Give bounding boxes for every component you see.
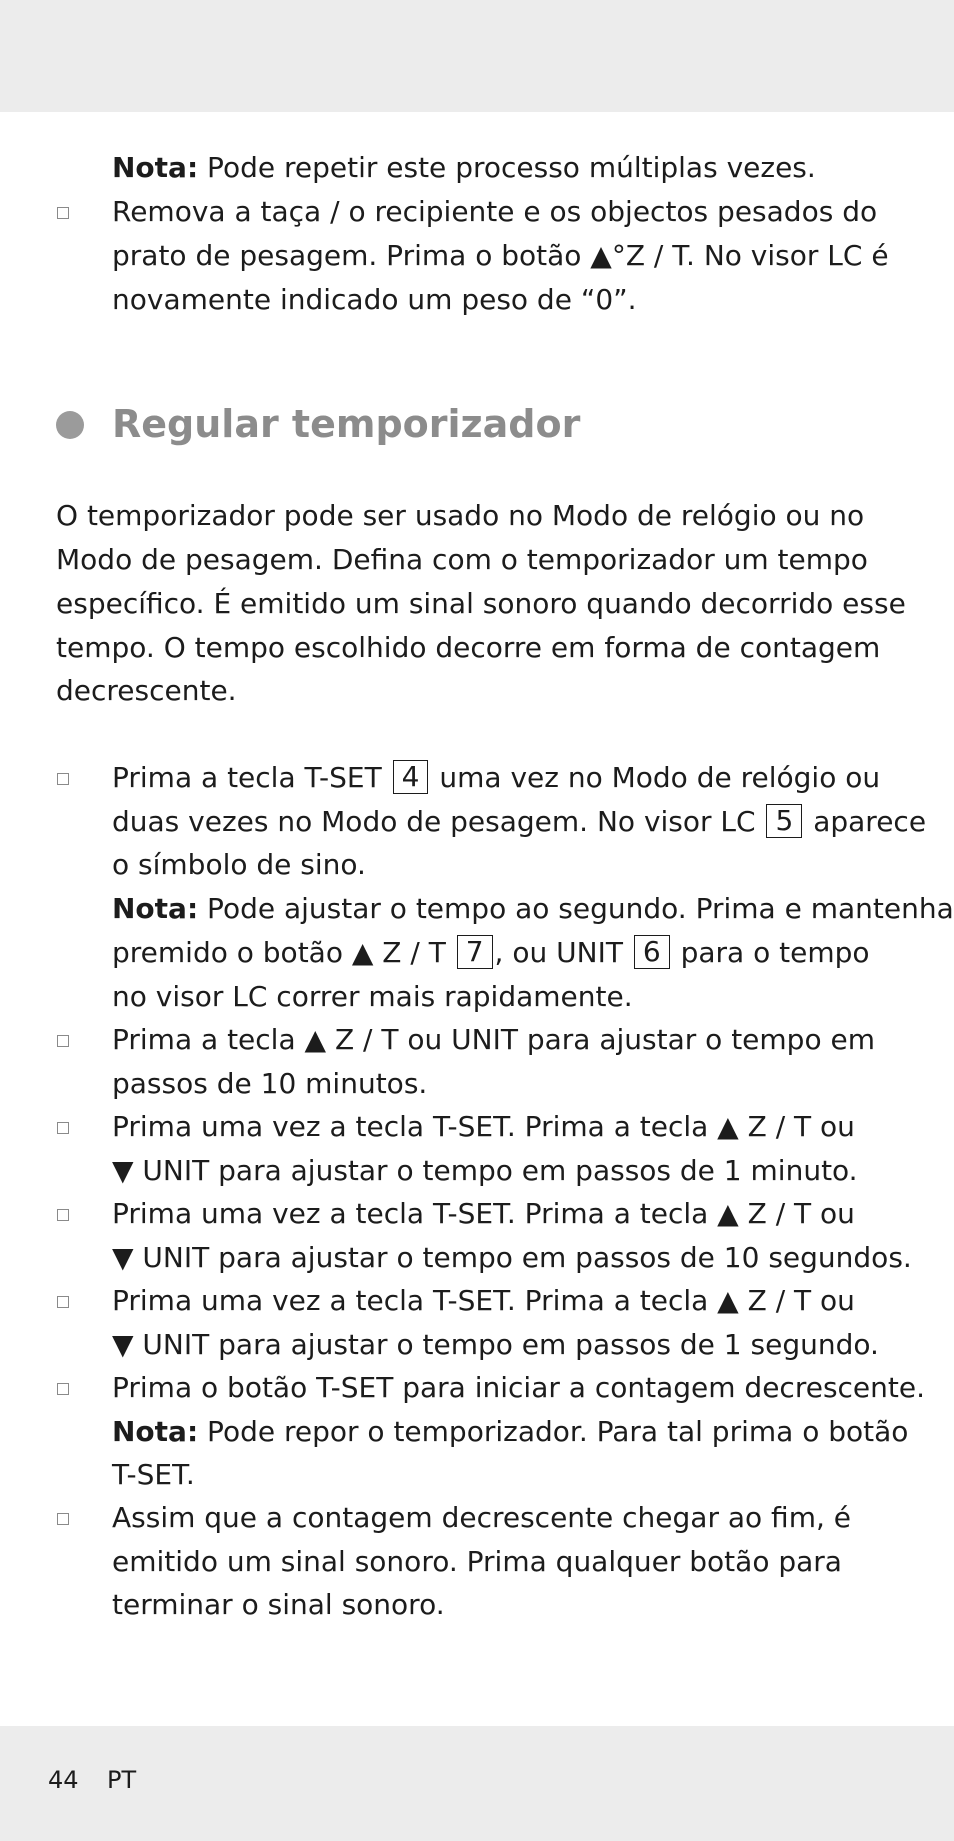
step-line: emitido um sinal sonoro. Prima qualquer botão para	[112, 1545, 842, 1578]
reference-number-box: 6	[634, 935, 670, 969]
list-item-line: prato de pesagem. Prima o botão ▲°Z / T. No visor LC é	[112, 239, 889, 272]
note-text: Pode ajustar o tempo ao segundo. Prima e mantenha	[198, 892, 954, 925]
reference-number-box: 7	[457, 935, 493, 969]
checkbox-bullet	[57, 1035, 69, 1047]
heading-bullet-icon	[56, 411, 84, 439]
checkbox-bullet	[57, 773, 69, 785]
note-line: no visor LC correr mais rapidamente.	[112, 980, 633, 1013]
note-line: T-SET.	[112, 1458, 195, 1491]
note-text: Pode repetir este processo múltiplas vezes.	[198, 151, 816, 184]
step-text: aparece	[813, 805, 927, 838]
intro-line: decrescente.	[56, 674, 237, 707]
note-label: Nota:	[112, 892, 199, 925]
note-line	[112, 887, 954, 931]
note-label: Nota:	[112, 151, 199, 184]
note-text: Pode repor o temporizador. Para tal prima o botão	[198, 1415, 909, 1448]
intro-line: específico. É emitido um sinal sonoro quando decorrido esse	[56, 587, 906, 620]
step-line: Assim que a contagem decrescente chegar ao fim, é	[112, 1501, 851, 1534]
language-code: PT	[107, 1766, 137, 1794]
section-title: Regular temporizador	[112, 402, 581, 446]
checkbox-bullet	[57, 207, 69, 219]
step-line: Prima uma vez a tecla T-SET. Prima a tecla ▲ Z / T ou	[112, 1197, 855, 1230]
page-number: 44	[48, 1766, 79, 1794]
checkbox-bullet	[57, 1122, 69, 1134]
step-line: ▼ UNIT para ajustar o tempo em passos de 1 segundo.	[112, 1328, 879, 1361]
step-line	[112, 800, 926, 844]
list-item-line: novamente indicado um peso de “0”.	[112, 283, 637, 316]
note-line	[112, 931, 870, 975]
step-line: Prima uma vez a tecla T-SET. Prima a tecla ▲ Z / T ou	[112, 1284, 855, 1317]
checkbox-bullet	[57, 1209, 69, 1221]
note-text: premido o botão ▲ Z / T	[112, 936, 446, 969]
step-line: ▼ UNIT para ajustar o tempo em passos de 1 minuto.	[112, 1154, 858, 1187]
checkbox-bullet	[57, 1296, 69, 1308]
step-line: terminar o sinal sonoro.	[112, 1588, 445, 1621]
step-text: uma vez no Modo de relógio ou	[439, 761, 881, 794]
checkbox-bullet	[57, 1383, 69, 1395]
intro-line: O temporizador pode ser usado no Modo de relógio ou no	[56, 499, 865, 532]
step-line: o símbolo de sino.	[112, 848, 366, 881]
reference-number-box: 5	[766, 804, 802, 838]
step-line: passos de 10 minutos.	[112, 1067, 428, 1100]
checkbox-bullet	[57, 1513, 69, 1525]
note-line	[112, 1410, 908, 1454]
footer-band	[0, 1726, 954, 1841]
note-text: para o tempo	[680, 936, 870, 969]
step-line: Prima o botão T-SET para iniciar a contagem decrescente.	[112, 1371, 925, 1404]
reference-number-box: 4	[393, 760, 429, 794]
step-text: duas vezes no Modo de pesagem. No visor LC	[112, 805, 756, 838]
note-text: , ou UNIT	[494, 936, 623, 969]
note-line	[112, 146, 816, 190]
header-band	[0, 0, 954, 112]
step-text: Prima a tecla T-SET	[112, 761, 382, 794]
step-line: Prima a tecla ▲ Z / T ou UNIT para ajustar o tempo em	[112, 1023, 875, 1056]
step-line: Prima uma vez a tecla T-SET. Prima a tecla ▲ Z / T ou	[112, 1110, 855, 1143]
list-item-line: Remova a taça / o recipiente e os objectos pesados do	[112, 195, 878, 228]
intro-line: tempo. O tempo escolhido decorre em forma de contagem	[56, 631, 881, 664]
note-label: Nota:	[112, 1415, 199, 1448]
step-line	[112, 756, 880, 800]
step-line: ▼ UNIT para ajustar o tempo em passos de 10 segundos.	[112, 1241, 912, 1274]
intro-line: Modo de pesagem. Defina com o temporizador um tempo	[56, 543, 868, 576]
